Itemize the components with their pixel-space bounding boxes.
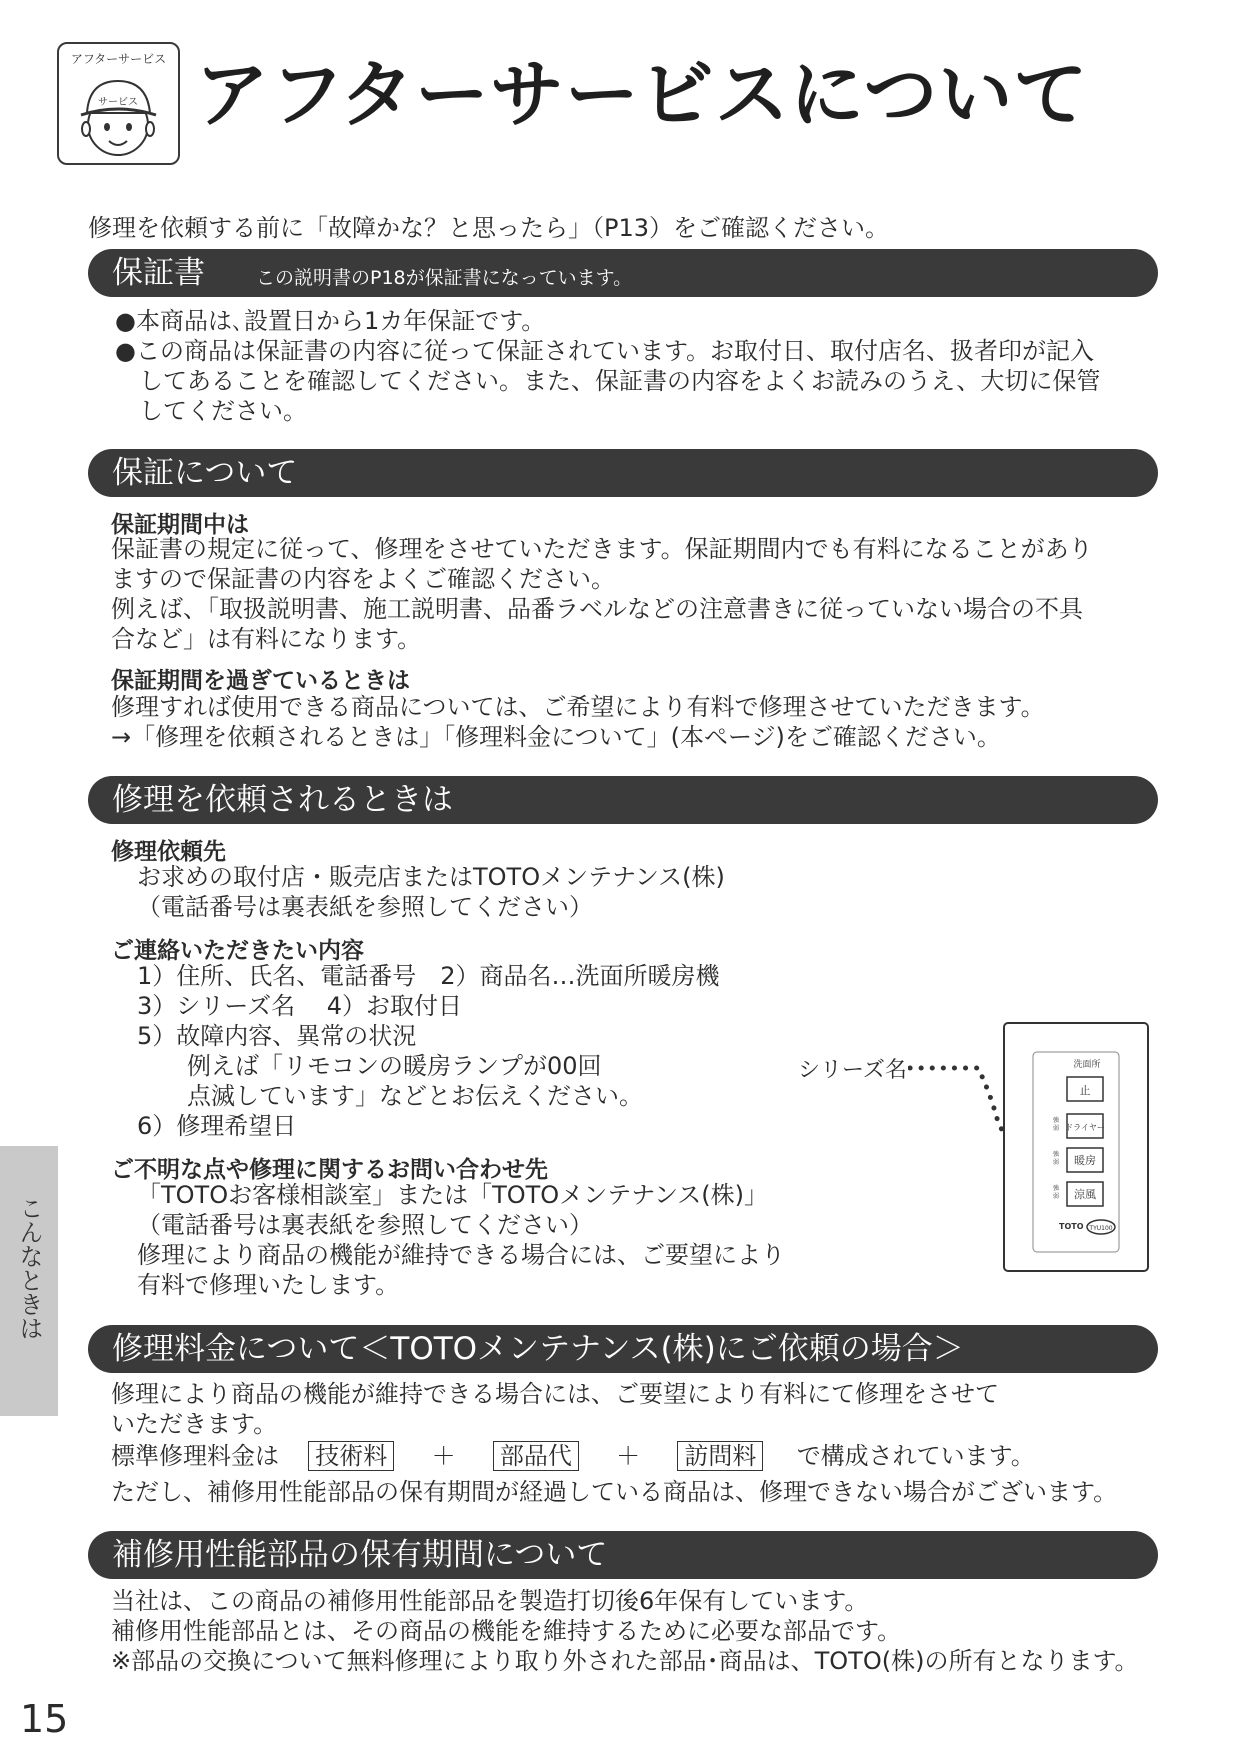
section-header-about-warranty: [88, 449, 1158, 497]
subheading: 保証期間を過ぎているときは: [111, 668, 410, 694]
service-mascot-icon: [59, 63, 178, 163]
svg-text:強: 強: [1053, 1151, 1060, 1158]
text-line: 1）住所、氏名、電話番号 2）商品名…洗面所暖房機: [137, 962, 720, 990]
page-number: 15: [20, 1697, 69, 1741]
section-title: 補修用性能部品の保有期間について: [112, 1537, 608, 1573]
remote-control-illustration: [1003, 1022, 1149, 1272]
svg-text:強: 強: [1053, 1185, 1060, 1192]
text-line: （電話番号は裏表紙を参照してください）: [137, 1211, 593, 1239]
remote-brand: TOTO: [1059, 1222, 1084, 1231]
text-line: ますので保証書の内容をよくご確認ください。: [111, 565, 615, 593]
text-line: 保証書の規定に従って、修理をさせていただきます。保証期間内でも有料になることがあり: [111, 535, 1093, 563]
text-line: お求めの取付店・販売店またはTOTOメンテナンス(株): [137, 863, 725, 891]
remote-button-cool: 涼風: [1074, 1188, 1096, 1201]
text-line: 6）修理希望日: [137, 1112, 297, 1140]
logo-label: アフターサービス: [70, 52, 167, 66]
remote-button-dryer: ドライヤー: [1065, 1123, 1105, 1132]
text-line: ただし、補修用性能部品の保有期間が経過している商品は、修理できない場合がございます。: [111, 1478, 1118, 1506]
intro-text: 修理を依頼する前に「故障かな？と思ったら」（P13）をご確認ください。: [88, 214, 890, 242]
text-line: してあることを確認してください。また、保証書の内容をよくお読みのうえ、大切に保管: [139, 367, 1101, 395]
after-service-logo: [57, 42, 180, 165]
fee-item-parts: 部品代: [493, 1441, 579, 1471]
fee-item-technical: 技術料: [308, 1441, 394, 1471]
fee-plus: ＋: [431, 1442, 456, 1470]
text-line: 例えば「リモコンの暖房ランプが00回: [187, 1052, 602, 1080]
remote-button-heat: 暖房: [1074, 1154, 1096, 1167]
remote-button-stop: 止: [1079, 1084, 1091, 1097]
series-name-callout: シリーズ名: [798, 1058, 907, 1083]
section-title: 修理を依頼されるときは: [112, 782, 453, 818]
text-line: 補修用性能部品とは、その商品の機能を維持するために必要な部品です。: [111, 1617, 902, 1645]
subheading: 保証期間中は: [111, 512, 249, 538]
remote-top-label: 洗面所: [1073, 1060, 1101, 1070]
section-title: 修理料金について＜TOTOメンテナンス(株)にご依頼の場合＞: [112, 1331, 964, 1367]
text-line: 3）シリーズ名 4）お取付日: [137, 992, 462, 1020]
fee-breakdown-line: [111, 1441, 1035, 1472]
svg-text:弱: 弱: [1053, 1193, 1060, 1200]
text-line: 修理すれば使用できる商品については、ご希望により有料で修理させていただきます。: [111, 693, 1045, 721]
section-header-warranty-card: [88, 249, 1158, 297]
section-note: この説明書のP18が保証書になっています。: [256, 267, 633, 289]
fee-plus: ＋: [616, 1442, 641, 1470]
text-line: 当社は、この商品の補修用性能部品を製造打切後6年保有しています。: [111, 1587, 869, 1615]
fee-item-visit: 訪問料: [677, 1441, 763, 1471]
page-title: アフターサービスについて: [195, 52, 1089, 138]
text-line: 修理により商品の機能が維持できる場合には、ご要望により: [137, 1241, 785, 1269]
text-line: 有料で修理いたします。: [137, 1271, 400, 1299]
mascot-cap-text: サービス: [98, 97, 138, 108]
fee-prefix: 標準修理料金は: [111, 1442, 279, 1470]
text-line: 点滅しています」などとお伝えください。: [187, 1082, 643, 1110]
text-line: 5）故障内容、異常の状況: [137, 1022, 417, 1050]
text-line: ●この商品は保証書の内容に従って保証されています。お取付日、取付店名、扱者印が記入: [115, 337, 1095, 365]
text-line: 合など」は有料になります。: [111, 625, 422, 653]
text-line: ●本商品は､設置日から1カ年保証です。: [115, 307, 546, 335]
fee-suffix: で構成されています。: [796, 1442, 1035, 1470]
text-line: 「TOTOお客様相談室」または「TOTOメンテナンス(株)」: [137, 1181, 769, 1209]
text-line: （電話番号は裏表紙を参照してください）: [137, 893, 593, 921]
svg-text:強: 強: [1053, 1117, 1060, 1124]
side-tab: [0, 1146, 58, 1416]
subheading: ご連絡いただきたい内容: [111, 938, 364, 964]
text-line: してください。: [139, 397, 307, 425]
section-title: 保証書: [112, 255, 205, 291]
svg-text:弱: 弱: [1053, 1125, 1060, 1132]
svg-text:弱: 弱: [1053, 1159, 1060, 1166]
remote-series-badge: TYU100: [1089, 1225, 1113, 1232]
text-line: いただきます。: [111, 1410, 278, 1438]
subheading: ご不明な点や修理に関するお問い合わせ先: [111, 1157, 548, 1183]
text-line: 修理により商品の機能が維持できる場合には、ご要望により有料にて修理をさせて: [111, 1380, 999, 1408]
text-line: →「修理を依頼されるときは」「修理料金について」(本ページ)をご確認ください。: [111, 723, 1001, 751]
section-header-repair-fee: [88, 1325, 1158, 1373]
text-line: ※部品の交換について無料修理により取り外された部品･商品は、TOTO(株)の所有となります。: [111, 1647, 1139, 1675]
subheading: 修理依頼先: [111, 839, 226, 865]
side-tab-label: こんなときは: [15, 1196, 43, 1340]
section-header-repair-request: [88, 776, 1158, 824]
section-title: 保証について: [112, 455, 298, 491]
section-header-parts-retention: [88, 1531, 1158, 1579]
text-line: 例えば、「取扱説明書、施工説明書、品番ラベルなどの注意書きに従っていない場合の不具: [111, 595, 1083, 623]
